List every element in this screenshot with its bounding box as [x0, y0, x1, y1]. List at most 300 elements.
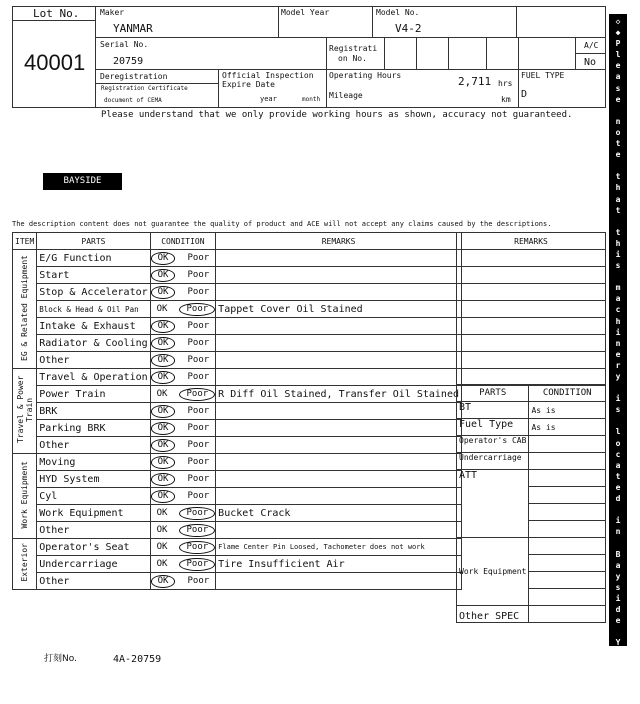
table-row [13, 284, 462, 301]
side-note-char: i [615, 327, 621, 337]
side-note-char: h [615, 316, 621, 326]
year-label: year [260, 95, 277, 103]
right-condition-cell [529, 487, 606, 504]
side-note-char: l [615, 427, 621, 437]
table-row [13, 386, 462, 403]
right-parts-header-row [457, 385, 606, 402]
side-note-char: e [615, 61, 621, 71]
side-note-char: i [615, 593, 621, 603]
right-condition-value: As is [531, 405, 556, 415]
part-cell [37, 454, 150, 471]
right-part-name: Work Equipment [459, 567, 527, 576]
table-row [13, 318, 462, 335]
fuel-type-label: FUEL TYPE [521, 71, 565, 80]
part-name: Other [39, 439, 70, 451]
condition-cell [150, 454, 216, 471]
poor-mark: Poor [187, 354, 210, 365]
right-parts-body [457, 385, 606, 623]
side-note-char: a [615, 560, 621, 570]
ok-mark: OK [156, 541, 168, 552]
inspection-table [12, 232, 462, 590]
remarks-cell [216, 420, 462, 437]
part-name: Operator's Seat [39, 541, 130, 553]
part-name: Other [39, 575, 70, 587]
side-note-char: m [615, 283, 621, 293]
condition-cell [150, 556, 216, 573]
remarks-cell [216, 267, 462, 284]
poor-mark: Poor [179, 541, 215, 554]
table-row [13, 369, 462, 386]
right-remarks-cell [457, 335, 606, 352]
side-note-char: t [615, 471, 621, 481]
side-note-char: a [615, 194, 621, 204]
right-remarks-row [457, 369, 606, 386]
remarks-cell [216, 556, 462, 573]
side-note-char: y [615, 571, 621, 581]
condition-cell [150, 284, 216, 301]
registration-certificate-label: Registration Certificate [101, 85, 188, 92]
right-remarks-row [457, 352, 606, 369]
ok-mark: OK [151, 371, 176, 384]
model-no-label: Model No. [376, 8, 420, 17]
item-group-label: Travel & Power Train [15, 375, 34, 444]
side-note-char: P [615, 39, 621, 49]
table-row [13, 505, 462, 522]
item-group-label: Exterior [20, 543, 30, 582]
poor-mark: Poor [179, 507, 215, 520]
side-note-char [609, 160, 627, 171]
table-row [13, 352, 462, 369]
remarks-cell [216, 369, 462, 386]
remarks-text: Flame Center Pin Loosed, Tachometer does not work [218, 543, 425, 551]
engraving-no: 4A-20759 [113, 654, 162, 665]
right-remarks-cell [457, 284, 606, 301]
condition-cell [150, 420, 216, 437]
right-remarks-header: REMARKS [457, 233, 606, 250]
remarks-cell [216, 454, 462, 471]
condition-cell [150, 403, 216, 420]
side-note-char [609, 537, 627, 548]
row-maker [96, 6, 606, 38]
right-remarks-row [457, 284, 606, 301]
ac-label: A/C [584, 41, 599, 50]
right-parts-table [456, 384, 606, 623]
side-note-char: t [615, 205, 621, 215]
remarks-cell [216, 437, 462, 454]
side-note-char: c [615, 449, 621, 459]
ok-mark: OK [151, 252, 176, 265]
part-cell [37, 318, 150, 335]
remarks-header: REMARKS [216, 233, 462, 250]
part-cell [37, 556, 150, 573]
remarks-cell [216, 539, 462, 556]
right-condition-cell [529, 521, 606, 538]
poor-mark: Poor [187, 252, 210, 263]
item-header: ITEM [13, 233, 37, 250]
condition-cell [150, 505, 216, 522]
side-note-char: ◆ [615, 682, 621, 692]
ok-mark: OK [151, 575, 176, 588]
right-condition-value: As is [531, 422, 556, 432]
ok-mark: OK [156, 507, 168, 518]
poor-mark: Poor [187, 320, 210, 331]
part-cell [37, 522, 150, 539]
side-note-char: n [615, 116, 621, 126]
side-note-char: t [615, 139, 621, 149]
side-note-char: d [615, 494, 621, 504]
lot-no-value: 40001 [24, 50, 86, 75]
part-cell [37, 386, 150, 403]
part-name: Moving [39, 456, 76, 468]
side-note-char: i [615, 516, 621, 526]
registration-label-1: Registrati [329, 44, 378, 53]
ok-mark: OK [151, 354, 176, 367]
ok-mark: OK [156, 388, 168, 399]
poor-mark: Poor [187, 269, 210, 280]
table-row [13, 420, 462, 437]
right-part-cell [457, 470, 529, 538]
divider [278, 6, 279, 38]
part-name: Undercarriage [39, 558, 118, 570]
side-note-char [609, 626, 627, 637]
model-year-label: Model Year [281, 8, 330, 17]
side-note-char [609, 216, 627, 227]
part-cell [37, 369, 150, 386]
engraving-label: 打刻No. [44, 654, 77, 664]
divider [326, 70, 327, 108]
side-note-char: i [615, 249, 621, 259]
remarks-text: Tappet Cover Oil Stained [218, 303, 363, 315]
part-cell [37, 471, 150, 488]
condition-cell [150, 250, 216, 267]
divider [218, 70, 219, 108]
ok-mark: OK [151, 473, 176, 486]
condition-cell [150, 301, 216, 318]
item-group-cell [13, 539, 37, 590]
right-condition-cell [529, 470, 606, 487]
table-row [13, 556, 462, 573]
condition-cell [150, 318, 216, 335]
right-part-cell [457, 538, 529, 606]
ok-mark: OK [156, 558, 168, 569]
right-condition-cell [529, 453, 606, 470]
part-name: Power Train [39, 388, 106, 400]
side-note-char: s [615, 261, 621, 271]
right-parts-row [457, 538, 606, 555]
part-name: Other [39, 354, 70, 366]
side-note-char: a [615, 294, 621, 304]
remarks-cell [216, 505, 462, 522]
right-condition-cell [529, 436, 606, 453]
table-header-row [13, 233, 462, 250]
condition-cell [150, 335, 216, 352]
remarks-cell [216, 573, 462, 590]
right-parts-row [457, 402, 606, 419]
part-name: Cyl [39, 490, 58, 502]
parts-header: PARTS [37, 233, 150, 250]
table-row [13, 573, 462, 590]
divider [518, 70, 519, 108]
condition-cell [150, 386, 216, 403]
remarks-cell [216, 284, 462, 301]
table-row [13, 301, 462, 318]
side-note-char: o [615, 127, 621, 137]
remarks-text: R Diff Oil Stained, Transfer Oil Stained [218, 388, 459, 400]
right-part-name: ATT [459, 470, 478, 481]
item-group-cell [13, 369, 37, 454]
part-cell [37, 437, 150, 454]
side-note-char [609, 382, 627, 393]
ok-mark: OK [151, 286, 176, 299]
remarks-cell [216, 488, 462, 505]
right-remarks-row [457, 267, 606, 284]
side-note-char: ◆ [615, 28, 621, 38]
side-note-char: i [615, 394, 621, 404]
divider [575, 38, 576, 70]
remarks-cell [216, 352, 462, 369]
right-remarks-body [457, 233, 606, 386]
part-cell [37, 352, 150, 369]
remarks-text: Tire Insufficient Air [218, 558, 345, 570]
table-row [13, 267, 462, 284]
part-name: Travel & Operation [39, 371, 148, 383]
registration-label-2: on No. [338, 54, 367, 63]
ok-mark: OK [151, 439, 176, 452]
divider [486, 38, 487, 70]
disclaimer-text: The description content does not guarantee the quality of product and ACE will not accept any claims caused by the descriptions. [12, 220, 552, 228]
side-note-char: s [615, 83, 621, 93]
poor-mark: Poor [179, 524, 215, 537]
right-part-name: Undercarriage [459, 453, 522, 462]
side-note-char: s [615, 405, 621, 415]
right-part-cell [457, 436, 529, 453]
table-row [13, 335, 462, 352]
table-row [13, 522, 462, 539]
divider [416, 38, 417, 70]
lot-divider [12, 20, 96, 21]
table-row [13, 539, 462, 556]
side-note-char: n [615, 527, 621, 537]
side-note-char: a [615, 460, 621, 470]
side-note-char: d [615, 604, 621, 614]
table-row [13, 471, 462, 488]
right-condition-cell [529, 572, 606, 589]
right-remarks-row [457, 335, 606, 352]
part-name: E/G Function [39, 252, 112, 264]
location-badge: BAYSIDE [43, 173, 122, 190]
right-condition-cell [529, 606, 606, 623]
side-note-bar [609, 14, 627, 703]
divider [326, 38, 327, 70]
side-note-char [609, 415, 627, 426]
part-cell [37, 284, 150, 301]
operating-hours-value: 2,711 [458, 75, 492, 88]
part-name: Work Equipment [39, 507, 124, 519]
side-note-char: n [615, 338, 621, 348]
condition-cell [150, 352, 216, 369]
side-note-char: a [615, 649, 621, 659]
side-note-char: c [615, 305, 621, 315]
ok-mark: OK [151, 405, 176, 418]
part-cell [37, 488, 150, 505]
divider [384, 38, 385, 70]
km-label: km [501, 95, 511, 104]
ok-mark: OK [151, 422, 176, 435]
maker-value: YANMAR [113, 22, 153, 35]
right-part-name: Operator's CAB [459, 436, 527, 445]
inspection-table-body [13, 233, 462, 590]
part-name: Other [39, 524, 70, 536]
document-of-cema-label: document of CEMA [104, 97, 162, 104]
side-note-char: e [615, 150, 621, 160]
right-remarks-cell [457, 250, 606, 267]
divider [518, 38, 519, 70]
poor-mark: Poor [187, 439, 210, 450]
right-part-cell [457, 606, 529, 623]
remarks-cell [216, 318, 462, 335]
poor-mark: Poor [187, 575, 210, 586]
ok-mark: OK [151, 269, 176, 282]
side-note-char: e [615, 616, 621, 626]
item-group-label: Work Equipment [20, 460, 30, 529]
right-condition-header: CONDITION [529, 385, 606, 402]
ok-mark: OK [151, 456, 176, 469]
remarks-cell [216, 471, 462, 488]
side-note-char: r [615, 360, 621, 370]
item-group-cell [13, 250, 37, 369]
condition-cell [150, 471, 216, 488]
remarks-cell [216, 522, 462, 539]
right-part-cell [457, 419, 529, 436]
right-remarks-header-row [457, 233, 606, 250]
condition-cell [150, 267, 216, 284]
part-cell [37, 505, 150, 522]
right-remarks-cell [457, 301, 606, 318]
mileage-label: Mileage [329, 91, 363, 100]
part-name: BRK [39, 405, 58, 417]
right-part-name: BT [459, 402, 472, 413]
poor-mark: Poor [179, 388, 215, 401]
right-remarks-cell [457, 318, 606, 335]
ac-value: No [584, 57, 597, 68]
operating-hours-label: Operating Hours [329, 71, 402, 80]
right-parts-row [457, 436, 606, 453]
poor-mark: Poor [187, 473, 210, 484]
ok-mark: OK [151, 490, 176, 503]
poor-mark: Poor [187, 405, 210, 416]
right-condition-cell [529, 555, 606, 572]
side-note-char: l [615, 50, 621, 60]
poor-mark: Poor [187, 490, 210, 501]
right-remarks-cell [457, 352, 606, 369]
side-note-char: r [615, 660, 621, 670]
ok-mark: OK [151, 337, 176, 350]
right-parts-row [457, 606, 606, 623]
right-part-cell [457, 453, 529, 470]
side-note-char: e [615, 349, 621, 359]
right-remarks-row [457, 318, 606, 335]
right-condition-cell [529, 419, 606, 436]
item-group-label: EG & Related Equipment [20, 254, 30, 361]
right-part-cell [457, 402, 529, 419]
right-parts-row [457, 419, 606, 436]
poor-mark: Poor [187, 371, 210, 382]
deregistration-label: Deregistration [100, 72, 168, 81]
side-note-char: y [615, 372, 621, 381]
side-note-char: ◇ [615, 17, 621, 26]
part-name: HYD System [39, 473, 100, 485]
part-cell [37, 420, 150, 437]
divider [575, 53, 606, 54]
part-cell [37, 573, 150, 590]
part-name: Intake & Exhaust [39, 320, 136, 332]
condition-cell [150, 573, 216, 590]
ok-mark: OK [156, 303, 168, 314]
right-remarks-row [457, 301, 606, 318]
part-name: Radiator & Cooling [39, 337, 148, 349]
side-note-char: ◇ [615, 693, 621, 703]
divider [448, 38, 449, 70]
side-note-char: h [615, 238, 621, 248]
remarks-cell [216, 250, 462, 267]
part-cell [37, 250, 150, 267]
table-row [13, 403, 462, 420]
side-note-char: B [615, 549, 621, 559]
remarks-cell [216, 335, 462, 352]
condition-cell [150, 488, 216, 505]
divider [516, 6, 517, 38]
remarks-text: Bucket Crack [218, 507, 291, 519]
part-name: Stop & Accelerator [39, 286, 148, 298]
fuel-type-value: D [521, 89, 528, 100]
right-condition-cell [529, 538, 606, 555]
poor-mark: Poor [187, 456, 210, 467]
serial-no-label: Serial No. [100, 40, 149, 49]
table-row [13, 488, 462, 505]
side-note-char: d [615, 671, 621, 681]
right-condition-cell [529, 402, 606, 419]
right-remarks-cell [457, 369, 606, 386]
right-part-name: Other SPEC [459, 611, 520, 622]
maker-label: Maker [100, 8, 125, 17]
side-note-char: o [615, 438, 621, 448]
table-row [13, 437, 462, 454]
side-note-char: e [615, 94, 621, 104]
lot-no-label: Lot No. [33, 7, 80, 20]
side-note-char: s [615, 582, 621, 592]
part-cell [37, 301, 150, 318]
right-parts-header: PARTS [457, 385, 529, 402]
part-cell [37, 403, 150, 420]
notice-text: Please understand that we only provide working hours as shown, accuracy not guaranteed. [101, 110, 573, 120]
right-condition-cell [529, 504, 606, 521]
poor-mark: Poor [187, 337, 210, 348]
model-no-value: V4-2 [395, 22, 422, 35]
condition-header: CONDITION [150, 233, 216, 250]
table-row [13, 250, 462, 267]
remarks-cell [216, 403, 462, 420]
side-note-char: Y [615, 638, 621, 648]
part-cell [37, 335, 150, 352]
part-name: Block & Head & Oil Pan [39, 304, 139, 314]
side-note-char [609, 105, 627, 116]
poor-mark: Poor [187, 286, 210, 297]
right-parts-row [457, 470, 606, 487]
part-name: Parking BRK [39, 422, 106, 434]
official-inspection-label-1: Official Inspection [222, 71, 314, 80]
hrs-label: hrs [498, 79, 513, 88]
poor-mark: Poor [179, 558, 215, 571]
